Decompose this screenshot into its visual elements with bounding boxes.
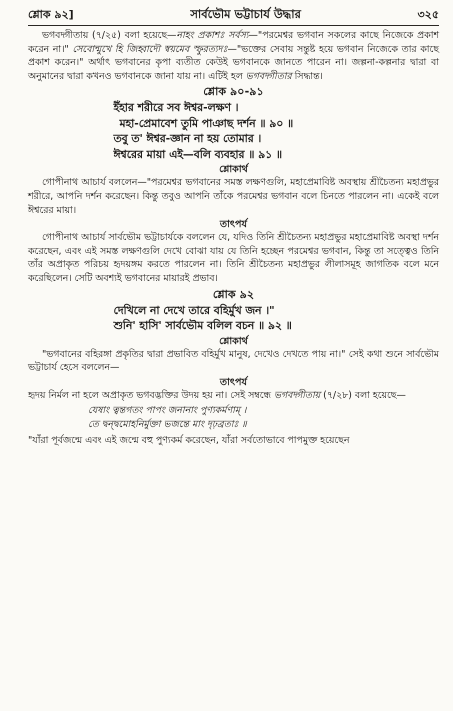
verse-line: তবু ত' ঈশ্বর-জ্ঞান না হয় তোমার ।	[113, 132, 262, 146]
intro-paragraph	[28, 29, 439, 83]
closing-paragraph: "যাঁরা পূর্বজন্মে এবং এই জন্মে বহু পুণ্যকর্ম করেছেন, যাঁরা সর্বতোভাবে পাপমুক্ত হয়েছেন	[28, 435, 350, 447]
verse-line: দেখিলে না দেখে তারে বহির্মুখ জন ।"	[113, 303, 275, 317]
translation-heading: শ্লোকার্থ	[219, 335, 248, 347]
translation-paragraph: গোপীনাথ আচার্য বললেন—"পরমেশ্বর ভগবানের সমস্ত লক্ষণগুলি, মহাপ্রেমাবিষ্ট অবস্থায় শ্রীচৈতন্য মহাপ্রভুর শরীরে, আপনি দর্শন করেছেন। কিন্তু তবুও আপনি তাঁকে পরমেশ্বর ভগবান বলে চিনতে পারলেন না। একেই বলে ঈশ্বরের মায়া।	[28, 177, 439, 216]
purport-heading: তাৎপর্য	[219, 219, 248, 231]
purport-text-a: হৃদয় নির্মল না হলে অপ্রাকৃত ভগবদ্ভক্তির উদয় হয় না। সেই সম্বন্ধে	[28, 389, 274, 401]
intro-quote-a: নাহং প্রকাশঃ সর্বস্য	[176, 30, 249, 41]
intro-italic-c: ভগবদ্গীতার	[245, 70, 292, 82]
purport-italic: ভগবদ্গীতায়	[273, 389, 321, 401]
verse-90-91	[114, 100, 354, 162]
purport-paragraph	[28, 389, 439, 403]
intro-quote-b: সেবোন্মুখে হি জিহ্বাদৌ স্বয়মেব স্ফুরত্যদঃ	[72, 43, 228, 55]
verse-reference: শ্লোক ৯২]	[28, 8, 74, 21]
verse-92	[114, 303, 354, 334]
page-header	[28, 6, 439, 24]
intro-text-c: —"ভক্তের সেবায় সন্তুষ্ট হয়ে ভগবান নিজেকে তার কাছে প্রকাশ করেন।" অর্থাৎ ভগবানের কৃপা ব্যতীত কেউই ভগবানকে জানতে পারেন না। জল্পনা-কল্পনার দ্বারা বা অনুমানের দ্বারা কখনও ভগবানকে জানা যায় না। এটিই হল	[28, 43, 439, 82]
verse-line: মহা-প্রেমাবেশ তুমি পাঞাছ দর্শন ॥ ৯০ ॥	[119, 116, 294, 130]
chapter-title: সার্বভৌম ভট্টাচার্য উদ্ধার	[190, 7, 301, 21]
purport-heading: তাৎপর্য	[219, 376, 248, 388]
header-rule	[28, 25, 439, 26]
verse-heading-92: শ্লোক ৯২	[212, 287, 255, 301]
verse-line: ইঁহার শরীরে সব ঈশ্বর-লক্ষণ ।	[113, 101, 239, 115]
translation-paragraph: "ভগবানের বহিরঙ্গা প্রকৃতির দ্বারা প্রভাবিত বহির্মুখ মানুষ, দেখেও দেখতে পায় না।" সেই কথা শুনে সার্বভৌম ভট্টাচার্য হেসে বললেন—	[28, 348, 439, 374]
intro-text-a: ভগবদ্গীতায় (৭/২৫) বলা হয়েছে—	[42, 30, 177, 41]
verse-heading-90-91: শ্লোক ৯০-৯১	[203, 85, 264, 99]
intro-text-b: —"পরমেশ্বর ভগবান সকলের কাছে নিজেকে প্রকাশ করেন না।"	[28, 30, 439, 55]
purport-text-b: (৭/২৮) বলা হয়েছে—	[320, 389, 406, 401]
intro-text-d: সিদ্ধান্ত।	[291, 70, 323, 82]
verse-line: ঈশ্বরের মায়া এই—বলি ব্যবহার ॥ ৯১ ॥	[113, 147, 282, 161]
page-number: ৩২৫	[417, 8, 439, 21]
sanskrit-quote	[28, 404, 439, 432]
translation-heading: শ্লোকার্থ	[219, 164, 248, 176]
sanskrit-line: যেষাং ত্বন্তগতং পাপং জনানাং পুণ্যকর্মণাম্ ।	[88, 405, 247, 417]
verse-line: শুনি' হাসি' সার্বভৌম বলিল বচন ॥ ৯২ ॥	[113, 319, 292, 333]
purport-paragraph: গোপীনাথ আচার্য সার্বভৌম ভট্টাচার্যকে বললেন যে, যদিও তিনি শ্রীচৈতন্য মহাপ্রভুর মহাপ্রেমাবিষ্ট অবস্থা দর্শন করেছেন, এবং এই সমস্ত লক্ষণগুলি দেখে বোঝা যায় যে তিনি হচ্ছেন পরমেশ্বর ভগবান, কিন্তু তা সত্ত্বেও তিনি তাঁর অপ্রাকৃত পরিচয় হৃদয়ঙ্গম করতে পারলেন না। তিনি শ্রীচৈতন্য মহাপ্রভুর লীলাসমূহ জাগতিক বলে মনে করেছিলেন। সেটি অবশ্যই ভগবানের মায়ারই প্রভাব।	[28, 232, 439, 284]
sanskrit-line: তে দ্বন্দ্বমোহনির্মুক্তা ভজন্তে মাং দৃঢ়ব্রতাঃ ॥	[88, 419, 247, 431]
